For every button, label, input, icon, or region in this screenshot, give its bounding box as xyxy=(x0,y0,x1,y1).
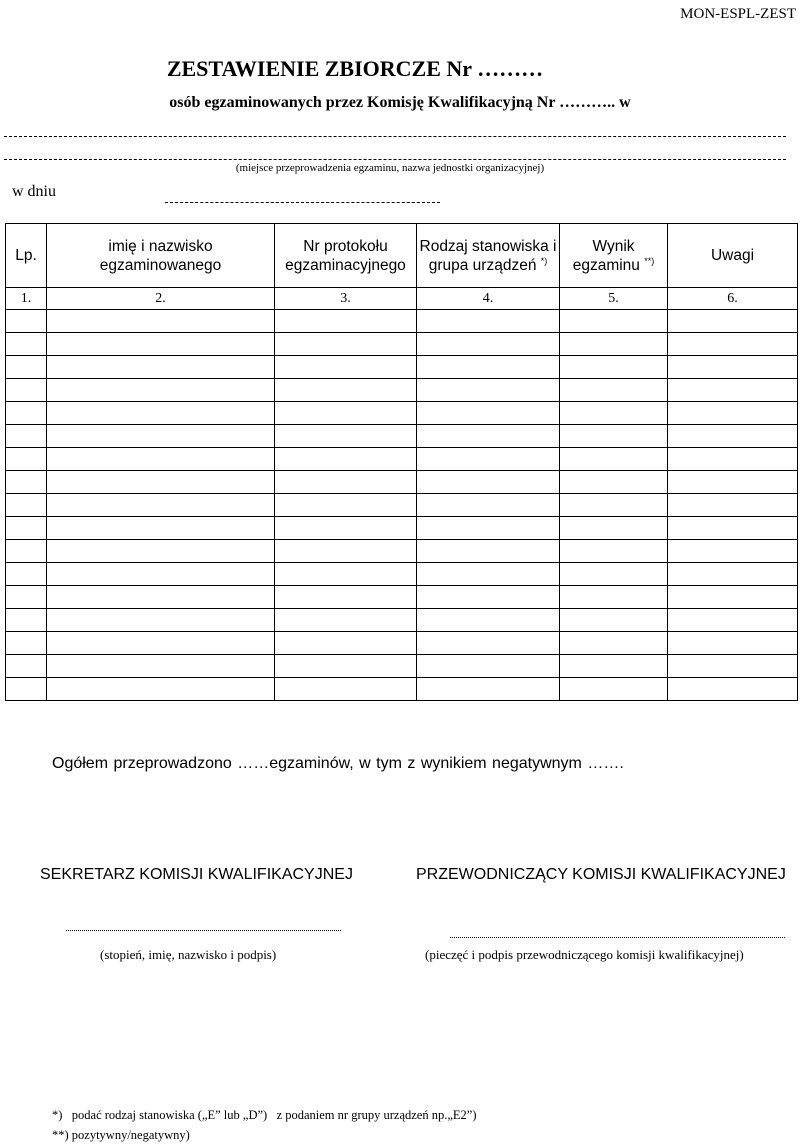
summary-line: Ogółem przeprowadzono ……egzaminów, w tym z wynikiem negatywnym ……. xyxy=(52,755,624,772)
table-cell[interactable] xyxy=(560,563,668,586)
column-header-label: Wynik egzaminu xyxy=(572,237,640,274)
table-row xyxy=(6,632,798,655)
table-cell[interactable] xyxy=(47,379,275,402)
footnote-2: **) pozytywny/negatywny) xyxy=(52,1128,190,1142)
column-header xyxy=(275,224,417,288)
table-cell[interactable] xyxy=(47,609,275,632)
chairman-note: (pieczęć i podpis przewodniczącego komisji kwalifikacyjnej) xyxy=(425,947,744,962)
table-cell[interactable] xyxy=(668,678,798,701)
table-cell[interactable] xyxy=(275,402,417,425)
table-cell[interactable] xyxy=(6,517,47,540)
table-cell[interactable] xyxy=(6,402,47,425)
table-cell[interactable] xyxy=(6,609,47,632)
table-cell[interactable] xyxy=(417,540,560,563)
table-cell[interactable] xyxy=(560,540,668,563)
table-cell[interactable] xyxy=(668,310,798,333)
table-cell[interactable] xyxy=(6,632,47,655)
table-cell[interactable] xyxy=(668,632,798,655)
table-row xyxy=(6,494,798,517)
column-header xyxy=(47,224,275,288)
table-cell[interactable] xyxy=(668,517,798,540)
table-cell[interactable] xyxy=(560,448,668,471)
table-cell[interactable] xyxy=(47,563,275,586)
column-number: 3. xyxy=(275,288,417,310)
table-cell[interactable] xyxy=(47,333,275,356)
table-cell[interactable] xyxy=(417,448,560,471)
table-row xyxy=(6,471,798,494)
table-cell[interactable] xyxy=(417,379,560,402)
column-number: 4. xyxy=(417,288,560,310)
table-row xyxy=(6,517,798,540)
table-row xyxy=(6,655,798,678)
table-cell[interactable] xyxy=(47,540,275,563)
table-row xyxy=(6,609,798,632)
table-cell[interactable] xyxy=(417,310,560,333)
table-cell[interactable] xyxy=(6,655,47,678)
table-cell[interactable] xyxy=(417,402,560,425)
table-cell[interactable] xyxy=(560,402,668,425)
table-row xyxy=(6,333,798,356)
table-row xyxy=(6,356,798,379)
table-row xyxy=(6,678,798,701)
table-cell[interactable] xyxy=(417,471,560,494)
table-cell[interactable] xyxy=(668,494,798,517)
column-number: 1. xyxy=(6,288,47,310)
table-cell[interactable] xyxy=(275,448,417,471)
table-cell[interactable] xyxy=(6,425,47,448)
table-cell[interactable] xyxy=(417,425,560,448)
table-cell[interactable] xyxy=(275,471,417,494)
table-cell[interactable] xyxy=(47,517,275,540)
date-line[interactable] xyxy=(165,202,440,203)
chairman-title: PRZEWODNICZĄCY KOMISJI KWALIFIKACYJNEJ xyxy=(416,866,786,883)
table-cell[interactable] xyxy=(560,425,668,448)
chairman-signature-line[interactable] xyxy=(450,937,785,938)
table-cell[interactable] xyxy=(560,655,668,678)
column-header xyxy=(668,224,798,288)
table-row xyxy=(6,540,798,563)
table-cell[interactable] xyxy=(275,586,417,609)
table-cell[interactable] xyxy=(560,310,668,333)
table-cell[interactable] xyxy=(6,448,47,471)
form-code: MON-ESPL-ZEST xyxy=(680,6,796,22)
table-cell[interactable] xyxy=(668,402,798,425)
table-cell[interactable] xyxy=(275,333,417,356)
column-header xyxy=(6,224,47,288)
column-header-label: Lp. xyxy=(15,247,37,264)
column-header xyxy=(417,224,560,288)
table-cell[interactable] xyxy=(275,609,417,632)
column-header-label: imię i nazwisko egzaminowanego xyxy=(99,237,222,274)
table-cell[interactable] xyxy=(6,379,47,402)
table-cell[interactable] xyxy=(6,356,47,379)
table-row xyxy=(6,448,798,471)
column-number: 6. xyxy=(668,288,798,310)
table-row xyxy=(6,379,798,402)
table-cell[interactable] xyxy=(275,632,417,655)
table-cell[interactable] xyxy=(275,655,417,678)
secretary-note: (stopień, imię, nazwisko i podpis) xyxy=(100,947,277,962)
column-header-label: Rodzaj stanowiska i grupa urządzeń xyxy=(419,237,557,274)
table-cell[interactable] xyxy=(6,333,47,356)
table-cell[interactable] xyxy=(47,678,275,701)
table-cell[interactable] xyxy=(668,379,798,402)
table-cell[interactable] xyxy=(47,448,275,471)
table-cell[interactable] xyxy=(560,632,668,655)
table-cell[interactable] xyxy=(668,540,798,563)
table-cell[interactable] xyxy=(275,540,417,563)
table-cell[interactable] xyxy=(275,494,417,517)
table-cell[interactable] xyxy=(668,425,798,448)
table-cell[interactable] xyxy=(275,517,417,540)
table-cell[interactable] xyxy=(6,563,47,586)
table-cell[interactable] xyxy=(417,356,560,379)
table-cell[interactable] xyxy=(560,356,668,379)
document-title: ZESTAWIENIE ZBIORCZE Nr ……… xyxy=(166,56,544,81)
place-hint: (miejsce przeprowadzenia egzaminu, nazwa jednostki organizacyjnej) xyxy=(235,162,545,174)
footnote-marker: *) xyxy=(540,255,548,266)
table-cell[interactable] xyxy=(668,609,798,632)
table-cell[interactable] xyxy=(6,678,47,701)
table-cell[interactable] xyxy=(417,678,560,701)
table-cell[interactable] xyxy=(668,471,798,494)
column-number: 2. xyxy=(47,288,275,310)
table-cell[interactable] xyxy=(47,494,275,517)
table-cell[interactable] xyxy=(6,494,47,517)
table-cell[interactable] xyxy=(417,333,560,356)
table-cell[interactable] xyxy=(417,586,560,609)
table-cell[interactable] xyxy=(668,586,798,609)
table-cell[interactable] xyxy=(275,379,417,402)
table-cell[interactable] xyxy=(47,310,275,333)
table-row xyxy=(6,425,798,448)
place-line-2[interactable] xyxy=(4,159,786,160)
table-cell[interactable] xyxy=(47,356,275,379)
column-header-label: Uwagi xyxy=(710,247,755,264)
table-cell[interactable] xyxy=(417,517,560,540)
footnote-marker: **) xyxy=(644,255,655,266)
table-cell[interactable] xyxy=(560,678,668,701)
secretary-signature-line[interactable] xyxy=(66,930,341,931)
table-cell[interactable] xyxy=(560,379,668,402)
footnote-1: *) podać rodzaj stanowiska („E” lub „D”) z podaniem nr grupy urządzeń np.„E2”) xyxy=(52,1108,477,1122)
table-cell[interactable] xyxy=(275,563,417,586)
table-cell[interactable] xyxy=(6,310,47,333)
table-row xyxy=(6,586,798,609)
place-line-1[interactable] xyxy=(4,136,786,137)
secretary-title: SEKRETARZ KOMISJI KWALIFIKACYJNEJ xyxy=(40,866,353,883)
exam-table xyxy=(5,223,798,701)
table-cell[interactable] xyxy=(417,609,560,632)
table-cell[interactable] xyxy=(560,517,668,540)
table-cell[interactable] xyxy=(668,333,798,356)
table-cell[interactable] xyxy=(560,494,668,517)
table-cell[interactable] xyxy=(6,471,47,494)
table-cell[interactable] xyxy=(47,425,275,448)
document-subtitle: osób egzaminowanych przez Komisję Kwalifikacyjną Nr ……….. w xyxy=(169,94,631,111)
table-row xyxy=(6,563,798,586)
date-label: w dniu xyxy=(12,183,56,200)
table-cell[interactable] xyxy=(417,563,560,586)
table-cell[interactable] xyxy=(6,540,47,563)
table-cell[interactable] xyxy=(47,402,275,425)
table-cell[interactable] xyxy=(275,310,417,333)
table-row xyxy=(6,402,798,425)
table-cell[interactable] xyxy=(668,655,798,678)
table-cell[interactable] xyxy=(560,609,668,632)
column-header xyxy=(560,224,668,288)
table-cell[interactable] xyxy=(47,586,275,609)
table-cell[interactable] xyxy=(275,678,417,701)
table-row xyxy=(6,310,798,333)
table-cell[interactable] xyxy=(417,655,560,678)
table-cell[interactable] xyxy=(47,655,275,678)
table-cell[interactable] xyxy=(560,586,668,609)
table-cell[interactable] xyxy=(6,586,47,609)
table-cell[interactable] xyxy=(668,356,798,379)
table-cell[interactable] xyxy=(417,632,560,655)
table-cell[interactable] xyxy=(275,356,417,379)
table-cell[interactable] xyxy=(560,471,668,494)
column-number: 5. xyxy=(560,288,668,310)
table-cell[interactable] xyxy=(417,494,560,517)
table-cell[interactable] xyxy=(47,471,275,494)
column-header-label: Nr protokołu egzaminacyjnego xyxy=(285,237,406,274)
table-cell[interactable] xyxy=(668,448,798,471)
table-cell[interactable] xyxy=(47,632,275,655)
table-cell[interactable] xyxy=(668,563,798,586)
table-cell[interactable] xyxy=(560,333,668,356)
table-cell[interactable] xyxy=(275,425,417,448)
